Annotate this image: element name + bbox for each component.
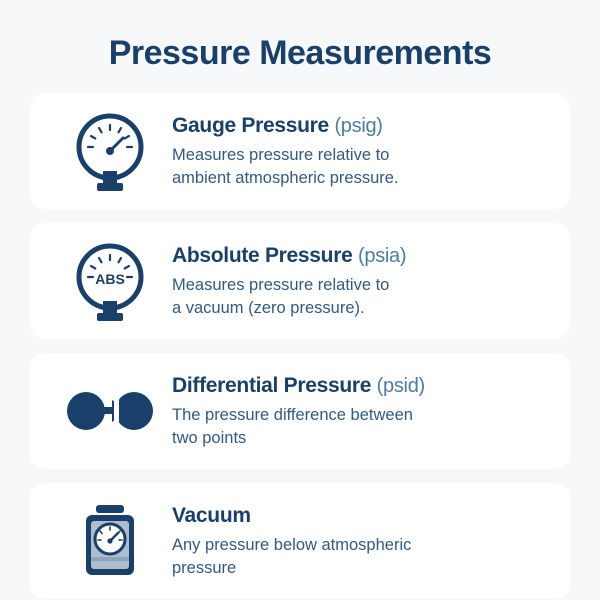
- differential-two-circles-icon: [52, 361, 168, 461]
- item-title-text: Differential Pressure: [172, 374, 372, 398]
- desc-line-2: pressure: [172, 558, 237, 577]
- page-title: Pressure Measurements: [108, 34, 492, 72]
- item-title: [172, 243, 552, 268]
- item-unit: (psia): [358, 245, 407, 268]
- text-block: [168, 113, 552, 189]
- text-block: [168, 503, 552, 579]
- card-vacuum: [30, 483, 570, 599]
- item-title: [172, 373, 552, 398]
- desc-line-1: The pressure difference between: [172, 406, 413, 425]
- card-gauge-pressure: [30, 93, 570, 209]
- text-block: [168, 373, 552, 449]
- vacuum-jar-icon: [52, 491, 168, 591]
- item-title: [172, 113, 552, 138]
- item-description: [172, 404, 552, 449]
- item-title: [172, 503, 552, 528]
- desc-line-2: a vacuum (zero pressure).: [172, 298, 365, 317]
- desc-line-1: Any pressure below atmospheric: [172, 536, 412, 555]
- desc-line-1: Measures pressure relative to: [172, 146, 390, 165]
- abs-label: ABS: [95, 271, 125, 287]
- card-differential-pressure: [30, 353, 570, 469]
- desc-line-2: ambient atmospheric pressure.: [172, 168, 399, 187]
- desc-line-1: Measures pressure relative to: [172, 276, 390, 295]
- item-unit: (psig): [334, 115, 383, 138]
- absolute-gauge-icon: [52, 231, 168, 331]
- item-description: [172, 144, 552, 189]
- text-block: [168, 243, 552, 319]
- item-description: [172, 274, 552, 319]
- item-title-text: Absolute Pressure: [172, 244, 353, 268]
- item-description: [172, 534, 552, 579]
- gauge-dial-icon: [52, 101, 168, 201]
- item-title-text: Vacuum: [172, 504, 251, 528]
- desc-line-2: two points: [172, 428, 247, 447]
- item-title-text: Gauge Pressure: [172, 114, 329, 138]
- card-absolute-pressure: [30, 223, 570, 339]
- item-unit: (psid): [376, 375, 425, 398]
